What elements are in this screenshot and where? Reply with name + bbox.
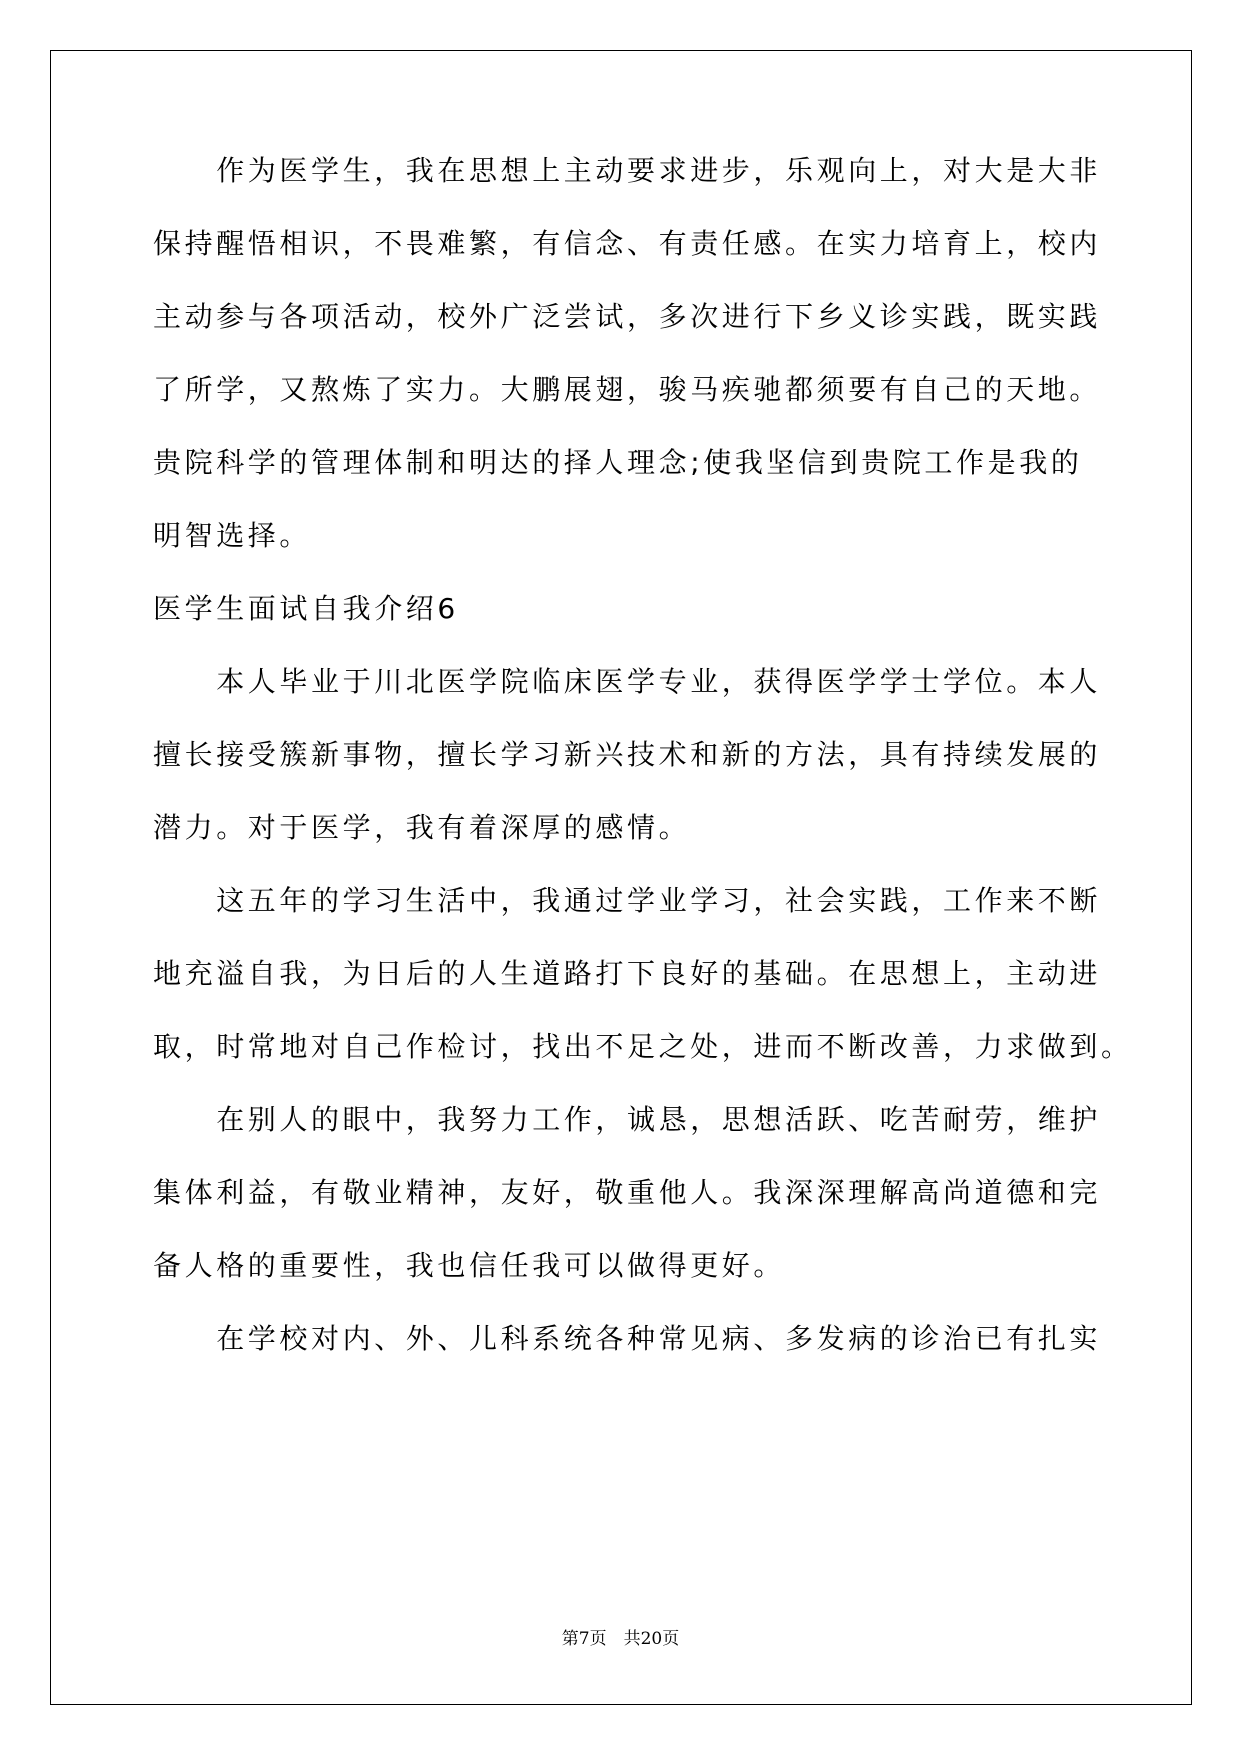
text-line: 作为医学生，我在思想上主动要求进步，乐观向上，对大是大非 <box>153 154 1102 187</box>
text-line: 取，时常地对自己作检讨，找出不足之处，进而不断改善，力求做到。 <box>153 1030 1133 1063</box>
text-line: 这五年的学习生活中，我通过学业学习，社会实践，工作来不断 <box>153 884 1102 917</box>
text-line: 潜力。对于医学，我有着深厚的感情。 <box>153 811 691 844</box>
text-line: 了所学，又熬炼了实力。大鹏展翅，骏马疾驰都须要有自己的天地。 <box>153 373 1102 406</box>
text-line: 本人毕业于川北医学院临床医学专业，获得医学学士学位。本人 <box>153 665 1102 698</box>
text-line: 集体利益，有敬业精神，友好，敬重他人。我深深理解高尚道德和完 <box>153 1176 1102 1209</box>
text-line: 保持醒悟相识，不畏难繁，有信念、有责任感。在实力培育上，校内 <box>153 227 1102 260</box>
section-heading: 医学生面试自我介绍6 <box>153 592 459 625</box>
text-line: 在学校对内、外、儿科系统各种常见病、多发病的诊治已有扎实 <box>153 1322 1102 1355</box>
text-line: 地充溢自我，为日后的人生道路打下良好的基础。在思想上，主动进 <box>153 957 1102 990</box>
text-line: 擅长接受簇新事物，擅长学习新兴技术和新的方法，具有持续发展的 <box>153 738 1102 771</box>
text-line: 主动参与各项活动，校外广泛尝试，多次进行下乡义诊实践，既实践 <box>153 300 1102 333</box>
text-line: 明智选择。 <box>153 519 312 552</box>
page-number-footer: 第7页 共20页 <box>561 1629 680 1649</box>
text-line: 在别人的眼中，我努力工作，诚恳，思想活跃、吃苦耐劳，维护 <box>153 1103 1102 1136</box>
text-line: 贵院科学的管理体制和明达的择人理念;使我坚信到贵院工作是我的 <box>153 446 1083 479</box>
text-line: 备人格的重要性，我也信任我可以做得更好。 <box>153 1249 786 1282</box>
